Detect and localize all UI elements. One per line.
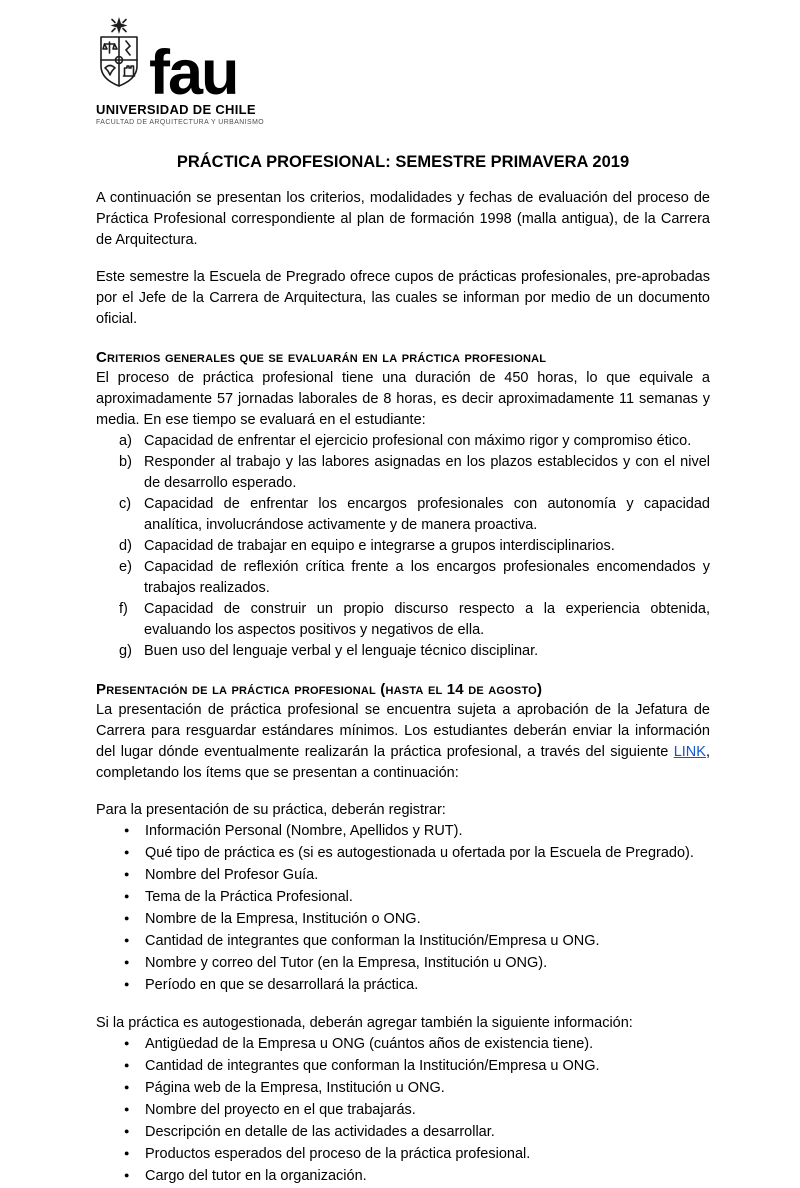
bullet-icon bbox=[124, 1144, 145, 1166]
lettered-list-item bbox=[96, 494, 710, 536]
brand-wordmark: fau bbox=[149, 38, 238, 109]
bullet-icon bbox=[124, 1056, 145, 1078]
bullet-icon bbox=[124, 975, 145, 997]
list-item-text: Período en que se desarrollará la práctica. bbox=[145, 977, 419, 993]
presentacion-heading: Presentación de la práctica profesional (hasta el 14 de agosto) bbox=[96, 681, 543, 698]
list-item-text: Responder al trabajo y las labores asignadas en los plazos establecidos y con el nivel de desarrollo esperado. bbox=[144, 454, 710, 491]
autogestionada-intro: Si la práctica es autogestionada, deberán agregar también la siguiente información: bbox=[96, 1015, 633, 1031]
link[interactable]: LINK bbox=[673, 744, 706, 760]
bullet-icon bbox=[124, 931, 145, 953]
intro-paragraph-1: A continuación se presentan los criterios, modalidades y fechas de evaluación del proceso de Práctica Profesional correspondiente al plan de formación 1998 (malla antigua), de la Carrera de Arquitectura. bbox=[96, 190, 710, 248]
list-item-marker: g) bbox=[119, 643, 132, 659]
list-item-marker: c) bbox=[119, 496, 132, 512]
faculty-name: FACULTAD DE ARQUITECTURA Y URBANISMO bbox=[96, 119, 265, 126]
bullet-list-item bbox=[96, 1078, 710, 1100]
document-content bbox=[96, 14, 710, 1188]
presentacion-paragraph bbox=[96, 700, 710, 784]
logo-top bbox=[96, 14, 356, 109]
bullet-icon bbox=[124, 843, 145, 865]
intro-paragraph-2: Este semestre la Escuela de Pregrado ofrece cupos de prácticas profesionales, pre-aprobadas por el Jefe de la Carrera de Arquitectura, las cuales se informan por medio de un documento oficial. bbox=[96, 269, 710, 327]
bullet-list-item bbox=[96, 1100, 710, 1122]
bullet-list-item bbox=[96, 1122, 710, 1144]
list-item-text: Capacidad de enfrentar los encargos profesionales con autonomía y capacidad analítica, involucrándose activamente y de manera proactiva. bbox=[144, 496, 710, 533]
list-item-text: Capacidad de reflexión crítica frente a los encargos profesionales encomendados y trabajos realizados. bbox=[144, 559, 710, 596]
bullet-icon bbox=[124, 821, 145, 843]
list-item-text: Qué tipo de práctica es (si es autogestionada u ofertada por la Escuela de Pregrado). bbox=[145, 845, 694, 861]
criterios-list bbox=[96, 431, 710, 662]
bullet-list-item bbox=[96, 909, 710, 931]
lettered-list-item bbox=[96, 599, 710, 641]
bullet-list-item bbox=[96, 1144, 710, 1166]
bullet-list-item bbox=[96, 843, 710, 865]
bullet-list-item bbox=[96, 1034, 710, 1056]
list-item-marker: e) bbox=[119, 559, 132, 575]
lettered-list-item bbox=[96, 641, 710, 662]
list-item-text: Información Personal (Nombre, Apellidos y RUT). bbox=[145, 823, 463, 839]
university-name: UNIVERSIDAD DE CHILE bbox=[96, 102, 256, 117]
list-item-text: Cantidad de integrantes que conforman la Institución/Empresa u ONG. bbox=[145, 1058, 600, 1074]
bullet-list-item bbox=[96, 887, 710, 909]
registro-intro: Para la presentación de su práctica, deberán registrar: bbox=[96, 802, 446, 818]
list-item-text: Nombre y correo del Tutor (en la Empresa, Institución u ONG). bbox=[145, 955, 548, 971]
lettered-list-item bbox=[96, 536, 710, 557]
list-item-text: Capacidad de trabajar en equipo e integrarse a grupos interdisciplinarios. bbox=[144, 538, 615, 554]
document-title: PRÁCTICA PROFESIONAL: SEMESTRE PRIMAVERA 2019 bbox=[176, 153, 630, 171]
bullet-list-item bbox=[96, 975, 710, 997]
list-item-text: Nombre del proyecto en el que trabajarás. bbox=[145, 1102, 416, 1118]
bullet-icon bbox=[124, 909, 145, 931]
bullet-list-item bbox=[96, 821, 710, 843]
criterios-heading: Criterios generales que se evaluarán en la práctica profesional bbox=[96, 349, 547, 366]
bullet-list-item bbox=[96, 931, 710, 953]
lettered-list-item bbox=[96, 431, 710, 452]
bullet-list-item bbox=[96, 953, 710, 975]
presentacion-text-after-link: , completando los ítems que se presentan a continuación: bbox=[96, 744, 710, 781]
bullet-list-item bbox=[96, 865, 710, 887]
bullet-icon bbox=[124, 1122, 145, 1144]
bullet-icon bbox=[124, 953, 145, 975]
lettered-list-item bbox=[96, 557, 710, 599]
lettered-list-item bbox=[96, 452, 710, 494]
bullet-icon bbox=[124, 887, 145, 909]
list-item-text: Tema de la Práctica Profesional. bbox=[145, 889, 353, 905]
autogestionada-list bbox=[96, 1034, 710, 1188]
list-item-text: Antigüedad de la Empresa u ONG (cuántos años de existencia tiene). bbox=[145, 1036, 594, 1052]
list-item-text: Nombre de la Empresa, Institución o ONG. bbox=[145, 911, 421, 927]
list-item-text: Cantidad de integrantes que conforman la Institución/Empresa u ONG. bbox=[145, 933, 600, 949]
fau-logo bbox=[96, 14, 356, 126]
bullet-list-item bbox=[96, 1056, 710, 1078]
list-item-text: Productos esperados del proceso de la práctica profesional. bbox=[145, 1146, 531, 1162]
bullet-icon bbox=[124, 1166, 145, 1188]
list-item-text: Capacidad de enfrentar el ejercicio profesional con máximo rigor y compromiso ético. bbox=[144, 433, 692, 449]
list-item-marker: f) bbox=[119, 601, 128, 617]
bullet-list-item bbox=[96, 1166, 710, 1188]
list-item-text: Nombre del Profesor Guía. bbox=[145, 867, 319, 883]
university-crest-icon bbox=[96, 16, 142, 96]
criterios-intro: El proceso de práctica profesional tiene una duración de 450 horas, lo que equivale a aproximadamente 57 jornadas laborales de 8 horas, es decir aproximadamente 11 semanas y media. En ese tiempo se evaluará en el estudiante: bbox=[96, 370, 710, 428]
registro-list bbox=[96, 821, 710, 997]
list-item-text: Buen uso del lenguaje verbal y el lenguaje técnico disciplinar. bbox=[144, 643, 539, 659]
list-item-marker: d) bbox=[119, 538, 132, 554]
bullet-icon bbox=[124, 1078, 145, 1100]
list-item-text: Descripción en detalle de las actividades a desarrollar. bbox=[145, 1124, 495, 1140]
bullet-icon bbox=[124, 865, 145, 887]
list-item-text: Capacidad de construir un propio discurso respecto a la experiencia obtenida, evaluando los aspectos positivos y negativos de ella. bbox=[144, 601, 710, 638]
bullet-icon bbox=[124, 1034, 145, 1056]
list-item-marker: a) bbox=[119, 433, 132, 449]
presentacion-text-before-link: La presentación de práctica profesional se encuentra sujeta a aprobación de la Jefatura de Carrera para resguardar estándares mínimos. Los estudiantes deberán enviar la información del lugar dónde eventualmente realizarán la práctica profesional, a través del siguiente bbox=[96, 702, 710, 760]
list-item-text: Página web de la Empresa, Institución u ONG. bbox=[145, 1080, 445, 1096]
bullet-icon bbox=[124, 1100, 145, 1122]
list-item-marker: b) bbox=[119, 454, 132, 470]
list-item-text: Cargo del tutor en la organización. bbox=[145, 1168, 367, 1184]
